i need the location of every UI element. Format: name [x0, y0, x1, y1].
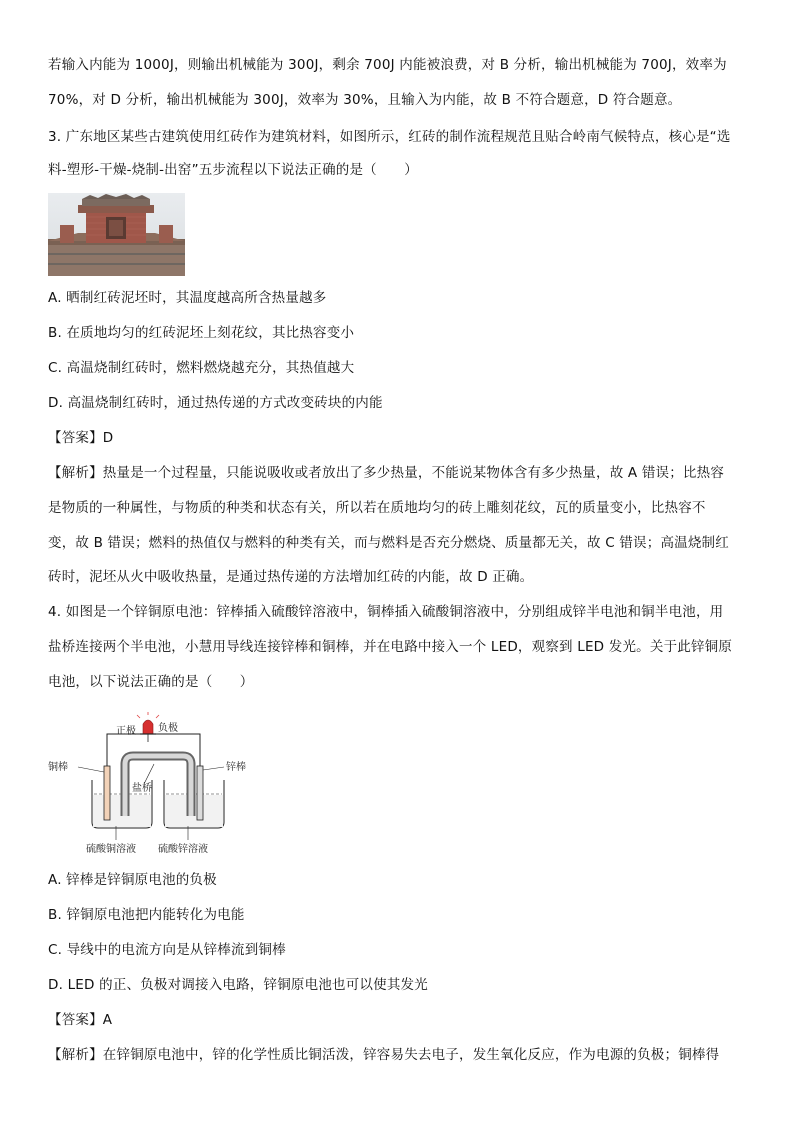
zinc-copper-cell-diagram [46, 712, 256, 860]
question-4-stem: 盐桥连接两个半电池，小慧用导线连接锌棒和铜棒，并在电路中接入一个 LED，观察到 LED 发光。关于此锌铜原 [48, 639, 733, 655]
option-d: D. LED 的正、负极对调接入电路，锌铜原电池也可以使其发光 [48, 977, 428, 993]
led-icon [137, 712, 159, 742]
cuso4-label: 硫酸铜溶液 [86, 844, 136, 855]
znso4-label: 硫酸锌溶液 [158, 844, 208, 855]
explanation-line: 【解析】在锌铜原电池中，锌的化学性质比铜活泼，锌容易失去电子，发生氧化反应，作为电源的负极；铜棒得 [48, 1047, 720, 1063]
negative-label: 负极 [158, 723, 178, 734]
option-b: B. 在质地均匀的红砖泥坯上刻花纹，其比热容变小 [48, 325, 355, 341]
question-3-stem: 料-塑形-干燥-烧制-出窑”五步流程以下说法正确的是（ ） [48, 162, 418, 178]
explanation-line: 【解析】热量是一个过程量，只能说吸收或者放出了多少热量，不能说某物体含有多少热量，故 A 错误；比热容 [48, 465, 725, 481]
question-3-stem: 3. 广东地区某些古建筑使用红砖作为建筑材料，如图所示，红砖的制作流程规范且贴合岭南气候特点，核心是“选 [48, 129, 731, 145]
copper-rod-label: 铜棒 [48, 762, 68, 773]
red-brick-building-photo [48, 193, 185, 276]
option-a: A. 晒制红砖泥坯时，其温度越高所含热量越多 [48, 290, 327, 306]
option-d: D. 高温烧制红砖时，通过热传递的方式改变砖块的内能 [48, 395, 383, 411]
answer-label: 【答案】A [48, 1012, 113, 1028]
text-line: 70%，对 D 分析，输出机械能为 300J，效率为 30%，且输入为内能，故 B 不符合题意，D 符合题意。 [48, 92, 682, 108]
text-line: 若输入内能为 1000J，则输出机械能为 300J，剩余 700J 内能被浪费，对 B 分析，输出机械能为 700J，效率为 [48, 57, 727, 73]
question-4-stem: 电池，以下说法正确的是（ ） [48, 674, 254, 690]
explanation-line: 是物质的一种属性，与物质的种类和状态有关，所以若在质地均匀的砖上雕刻花纹，瓦的质量变小，比热容不 [48, 500, 706, 516]
option-a: A. 锌棒是锌铜原电池的负极 [48, 872, 217, 888]
copper-rod [104, 766, 110, 820]
explanation-line: 变，故 B 错误；燃料的热值仅与燃料的种类有关，而与燃料是否充分燃烧、质量都无关，故 C 错误；高温烧制红 [48, 535, 729, 551]
salt-bridge-label: 盐桥 [132, 783, 152, 794]
option-b: B. 锌铜原电池把内能转化为电能 [48, 907, 245, 923]
question-4-stem: 4. 如图是一个锌铜原电池：锌棒插入硫酸锌溶液中，铜棒插入硫酸铜溶液中，分别组成锌半电池和铜半电池，用 [48, 604, 724, 620]
option-c: C. 导线中的电流方向是从锌棒流到铜棒 [48, 942, 286, 958]
explanation-line: 砖时，泥坯从火中吸收热量，是通过热传递的方法增加红砖的内能，故 D 正确。 [48, 569, 534, 585]
positive-label: 正极 [116, 726, 136, 737]
zinc-rod [197, 766, 203, 820]
option-c: C. 高温烧制红砖时，燃料燃烧越充分，其热值越大 [48, 360, 355, 376]
answer-label: 【答案】D [48, 430, 114, 446]
zinc-rod-label: 锌棒 [226, 762, 246, 773]
